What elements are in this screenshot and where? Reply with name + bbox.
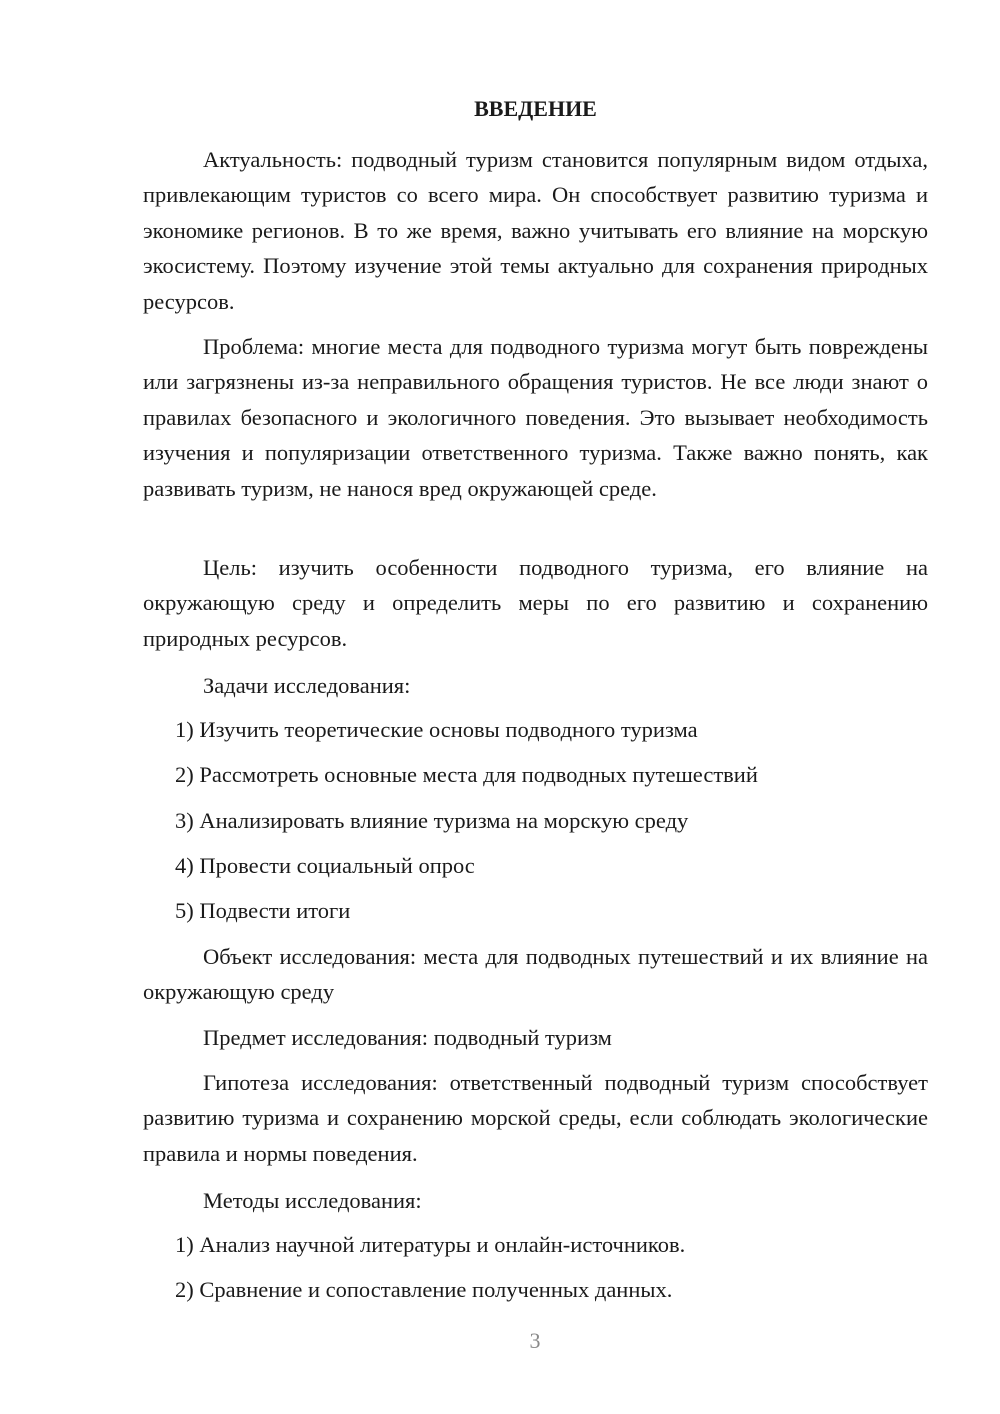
task-item: 5) Подвести итоги bbox=[175, 898, 351, 923]
goal-paragraph: Цель: изучить особенности подводного туризма, его влияние на окружающую среду и определить меры по его развитию и сохранению природных ресурсов. bbox=[143, 555, 928, 651]
page-number: 3 bbox=[529, 1328, 541, 1353]
method-item: 1) Анализ научной литературы и онлайн-источников. bbox=[175, 1232, 686, 1257]
task-item: 4) Провести социальный опрос bbox=[175, 853, 475, 878]
subject-line: Предмет исследования: подводный туризм bbox=[203, 1025, 612, 1050]
tasks-heading: Задачи исследования: bbox=[203, 673, 411, 698]
task-item: 3) Анализировать влияние туризма на морскую среду bbox=[175, 808, 689, 833]
methods-heading: Методы исследования: bbox=[203, 1188, 422, 1213]
method-item: 2) Сравнение и сопоставление полученных данных. bbox=[175, 1277, 673, 1302]
task-item: 2) Рассмотреть основные места для подводных путешествий bbox=[175, 762, 758, 787]
object-paragraph: Объект исследования: места для подводных путешествий и их влияние на окружающую среду bbox=[143, 944, 928, 1005]
hypothesis-paragraph: Гипотеза исследования: ответственный подводный туризм способствует развитию туризма и сохранению морской среды, если соблюдать экологические правила и нормы поведения. bbox=[143, 1070, 928, 1166]
page-title: ВВЕДЕНИЕ bbox=[474, 96, 597, 121]
problem-paragraph: Проблема: многие места для подводного туризма могут быть повреждены или загрязнены из-за неправильного обращения туристов. Не все люди знают о правилах безопасного и экологичного поведения. Это вызывает необходимость изучения и популяризации ответственного туризма. Также важно понять, как развивать туризм, не нанося вред окружающей среде. bbox=[143, 334, 928, 501]
task-item: 1) Изучить теоретические основы подводного туризма bbox=[175, 717, 698, 742]
relevance-paragraph: Актуальность: подводный туризм становится популярным видом отдыха, привлекающим туристов со всего мира. Он способствует развитию туризма и экономике регионов. В то же время, важно учитывать его влияние на морскую экосистему. Поэтому изучение этой темы актуально для сохранения природных ресурсов. bbox=[143, 147, 928, 314]
